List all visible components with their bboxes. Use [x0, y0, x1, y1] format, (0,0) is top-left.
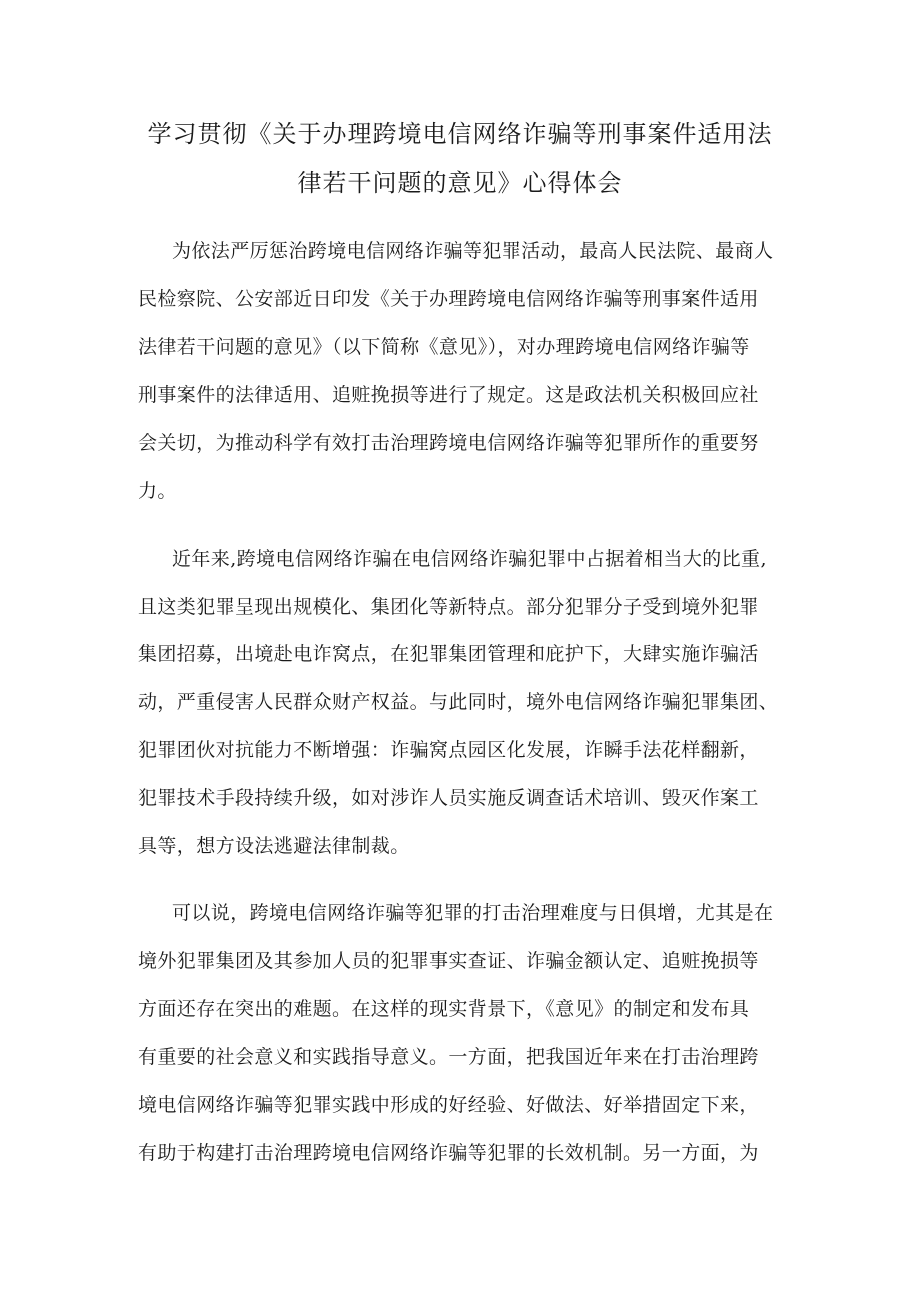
paragraph-line: 犯罪团伙对抗能力不断增强：诈骗窝点园区化发展，诈瞬手法花样翻新，: [138, 739, 759, 761]
document-title-line-1: 学习贯彻《关于办理跨境电信网络诈骗等刑事案件适用法: [147, 120, 773, 148]
paragraph-line: 境电信网络诈骗等犯罪实践中形成的好经验、好做法、好举措固定下来，: [138, 1094, 759, 1116]
document-title-line-2: 律若干问题的意见》心得体会: [297, 169, 623, 197]
paragraph-line: 方面还存在突出的难题。在这样的现实背景下，《意见》的制定和发布具: [138, 998, 750, 1020]
paragraph-line: 犯罪技术手段持续升级，如对涉诈人员实施反调查话术培训、毁灭作案工: [138, 787, 759, 809]
paragraph-line: 法律若干问题的意见》（以下简称《意见》），对办理跨境电信网络诈骗等: [138, 336, 750, 358]
paragraph-line: 可以说，跨境电信网络诈骗等犯罪的打击治理难度与日俱增，尤其是在: [172, 902, 774, 924]
paragraph-line: 境外犯罪集团及其参加人员的犯罪事实查证、诈骗金额认定、追赃挽损等: [138, 950, 759, 972]
paragraph-line: 为依法严厉惩治跨境电信网络诈骗等犯罪活动，最高人民法院、最商人: [172, 240, 774, 262]
paragraph-line: 具等，想方设法逃避法律制裁。: [138, 835, 410, 857]
paragraph-line: 刑事案件的法律适用、追赃挽损等进行了规定。这是政法机关积极回应社: [138, 384, 759, 406]
paragraph-line: 民检察院、公安部近日印发《关于办理跨境电信网络诈骗等刑事案件适用: [138, 288, 759, 310]
paragraph-line: 有重要的社会意义和实践指导意义。一方面，把我国近年来在打击治理跨: [138, 1046, 759, 1068]
paragraph-line: 动，严重侵害人民群众财产权益。与此同时，境外电信网络诈骗犯罪集团、: [138, 691, 779, 713]
paragraph-line: 有助于构建打击治理跨境电信网络诈骗等犯罪的长效机制。另一方面，为: [138, 1142, 759, 1164]
paragraph-line: 近年来,跨境电信网络诈骗在电信网络诈骗犯罪中占据着相当大的比重,: [172, 548, 767, 570]
paragraph-line: 力。: [138, 480, 177, 502]
paragraph-line: 集团招募，出境赴电诈窝点，在犯罪集团管理和庇护下，大肆实施诈骗活: [138, 643, 759, 665]
paragraph-line: 会关切，为推动科学有效打击治理跨境电信网络诈骗等犯罪所作的重要努: [138, 432, 759, 454]
paragraph-line: 且这类犯罪呈现出规模化、集团化等新特点。部分犯罪分子受到境外犯罪: [138, 596, 759, 618]
